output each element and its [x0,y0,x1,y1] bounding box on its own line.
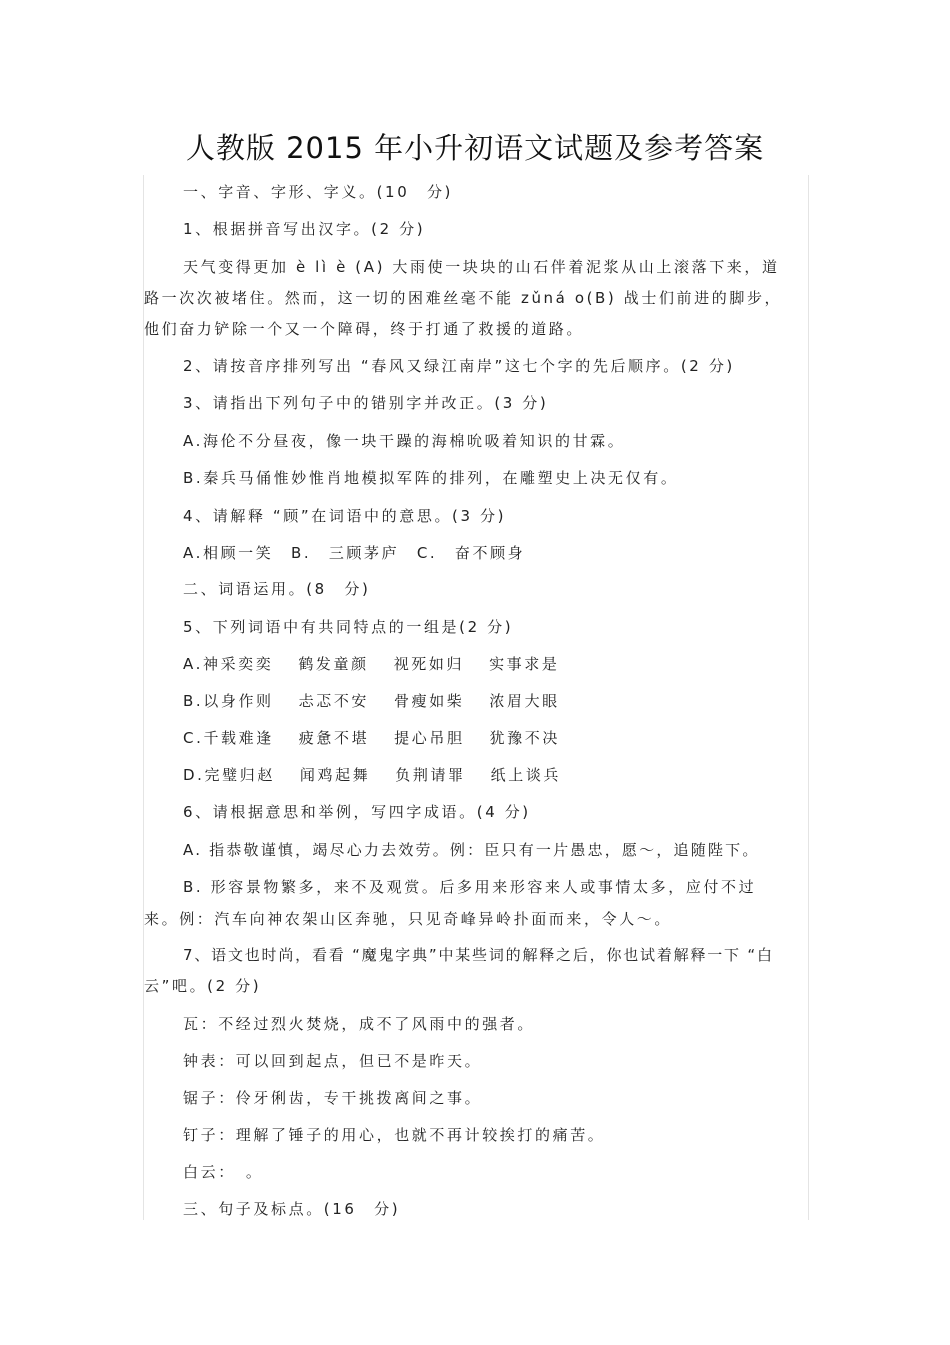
question-5-option-d: D.完璧归赵 闻鸡起舞 负荆请罪 纸上谈兵 [183,766,562,784]
question-3: 3、请指出下列句子中的错别字并改正。(3 分) [183,394,549,412]
question-1-text-line1: 天气变得更加 è lì è (A) 大雨使一块块的山石伴着泥浆从山上滚落下来，道 [183,258,780,276]
question-7-example-nail: 钉子：理解了锤子的用心，也就不再计较挨打的痛苦。 [183,1126,606,1144]
question-2: 2、请按音序排列写出 “春风又绿江南岸”这七个字的先后顺序。(2 分) [183,357,735,375]
question-6-b-line1: B. 形容景物繁多，来不及观赏。后多用来形容来人或事情太多，应付不过 [183,878,757,896]
section-1-heading: 一、字音、字形、字义。(10 分) [183,183,453,201]
question-4: 4、请解释 “顾”在词语中的意思。(3 分) [183,507,507,525]
document-title: 人教版 2015 年小升初语文试题及参考答案 [185,131,765,165]
question-3-option-a: A.海伦不分昼夜，像一块干躁的海棉吮吸着知识的甘霖。 [183,432,626,450]
question-4-options: A.相顾一笑 B. 三顾茅庐 C. 奋不顾身 [183,544,526,562]
question-5-option-c: C.千载难逢 疲惫不堪 提心吊胆 犹豫不决 [183,729,560,747]
question-5-option-b: B.以身作则 忐忑不安 骨瘦如柴 浓眉大眼 [183,692,560,710]
question-6-a: A. 指恭敬谨慎，竭尽心力去效劳。例：臣只有一片愚忠，愿～，追随陛下。 [183,841,760,859]
question-1-text-line2: 路一次次被堵住。然而，这一切的困难丝毫不能 zǔná o(B) 战士们前进的脚步， [144,289,783,307]
question-7-answer-cloud: 白云： 。 [183,1163,264,1181]
question-7-example-tile: 瓦：不经过烈火焚烧，成不了风雨中的强者。 [183,1015,536,1033]
question-7-line1: 7、语文也时尚，看看 “魔鬼字典”中某些词的解释之后，你也试着解释一下 “白 [183,946,774,964]
section-2-heading: 二、词语运用。(8 分) [183,580,371,598]
question-6: 6、请根据意思和举例，写四字成语。(4 分) [183,803,531,821]
question-5-option-a: A.神采奕奕 鹤发童颜 视死如归 实事求是 [183,655,560,673]
question-1-text-line3: 他们奋力铲除一个又一个障碍，终于打通了救援的道路。 [144,320,585,338]
question-7-example-saw: 锯子：伶牙俐齿，专干挑拨离间之事。 [183,1089,483,1107]
question-3-option-b: B.秦兵马俑惟妙惟肖地模拟军阵的排列，在雕塑史上决无仅有。 [183,469,679,487]
question-7-example-clock: 钟表：可以回到起点，但已不是昨天。 [183,1052,483,1070]
question-7-line2: 云”吧。(2 分) [144,977,262,995]
section-3-heading: 三、句子及标点。(16 分) [183,1200,401,1218]
question-5: 5、下列词语中有共同特点的一组是(2 分) [183,618,514,636]
question-6-b-line2: 来。例：汽车向神农架山区奔驰，只见奇峰异岭扑面而来，令人～。 [144,910,673,928]
question-1: 1、根据拼音写出汉字。(2 分) [183,220,426,238]
